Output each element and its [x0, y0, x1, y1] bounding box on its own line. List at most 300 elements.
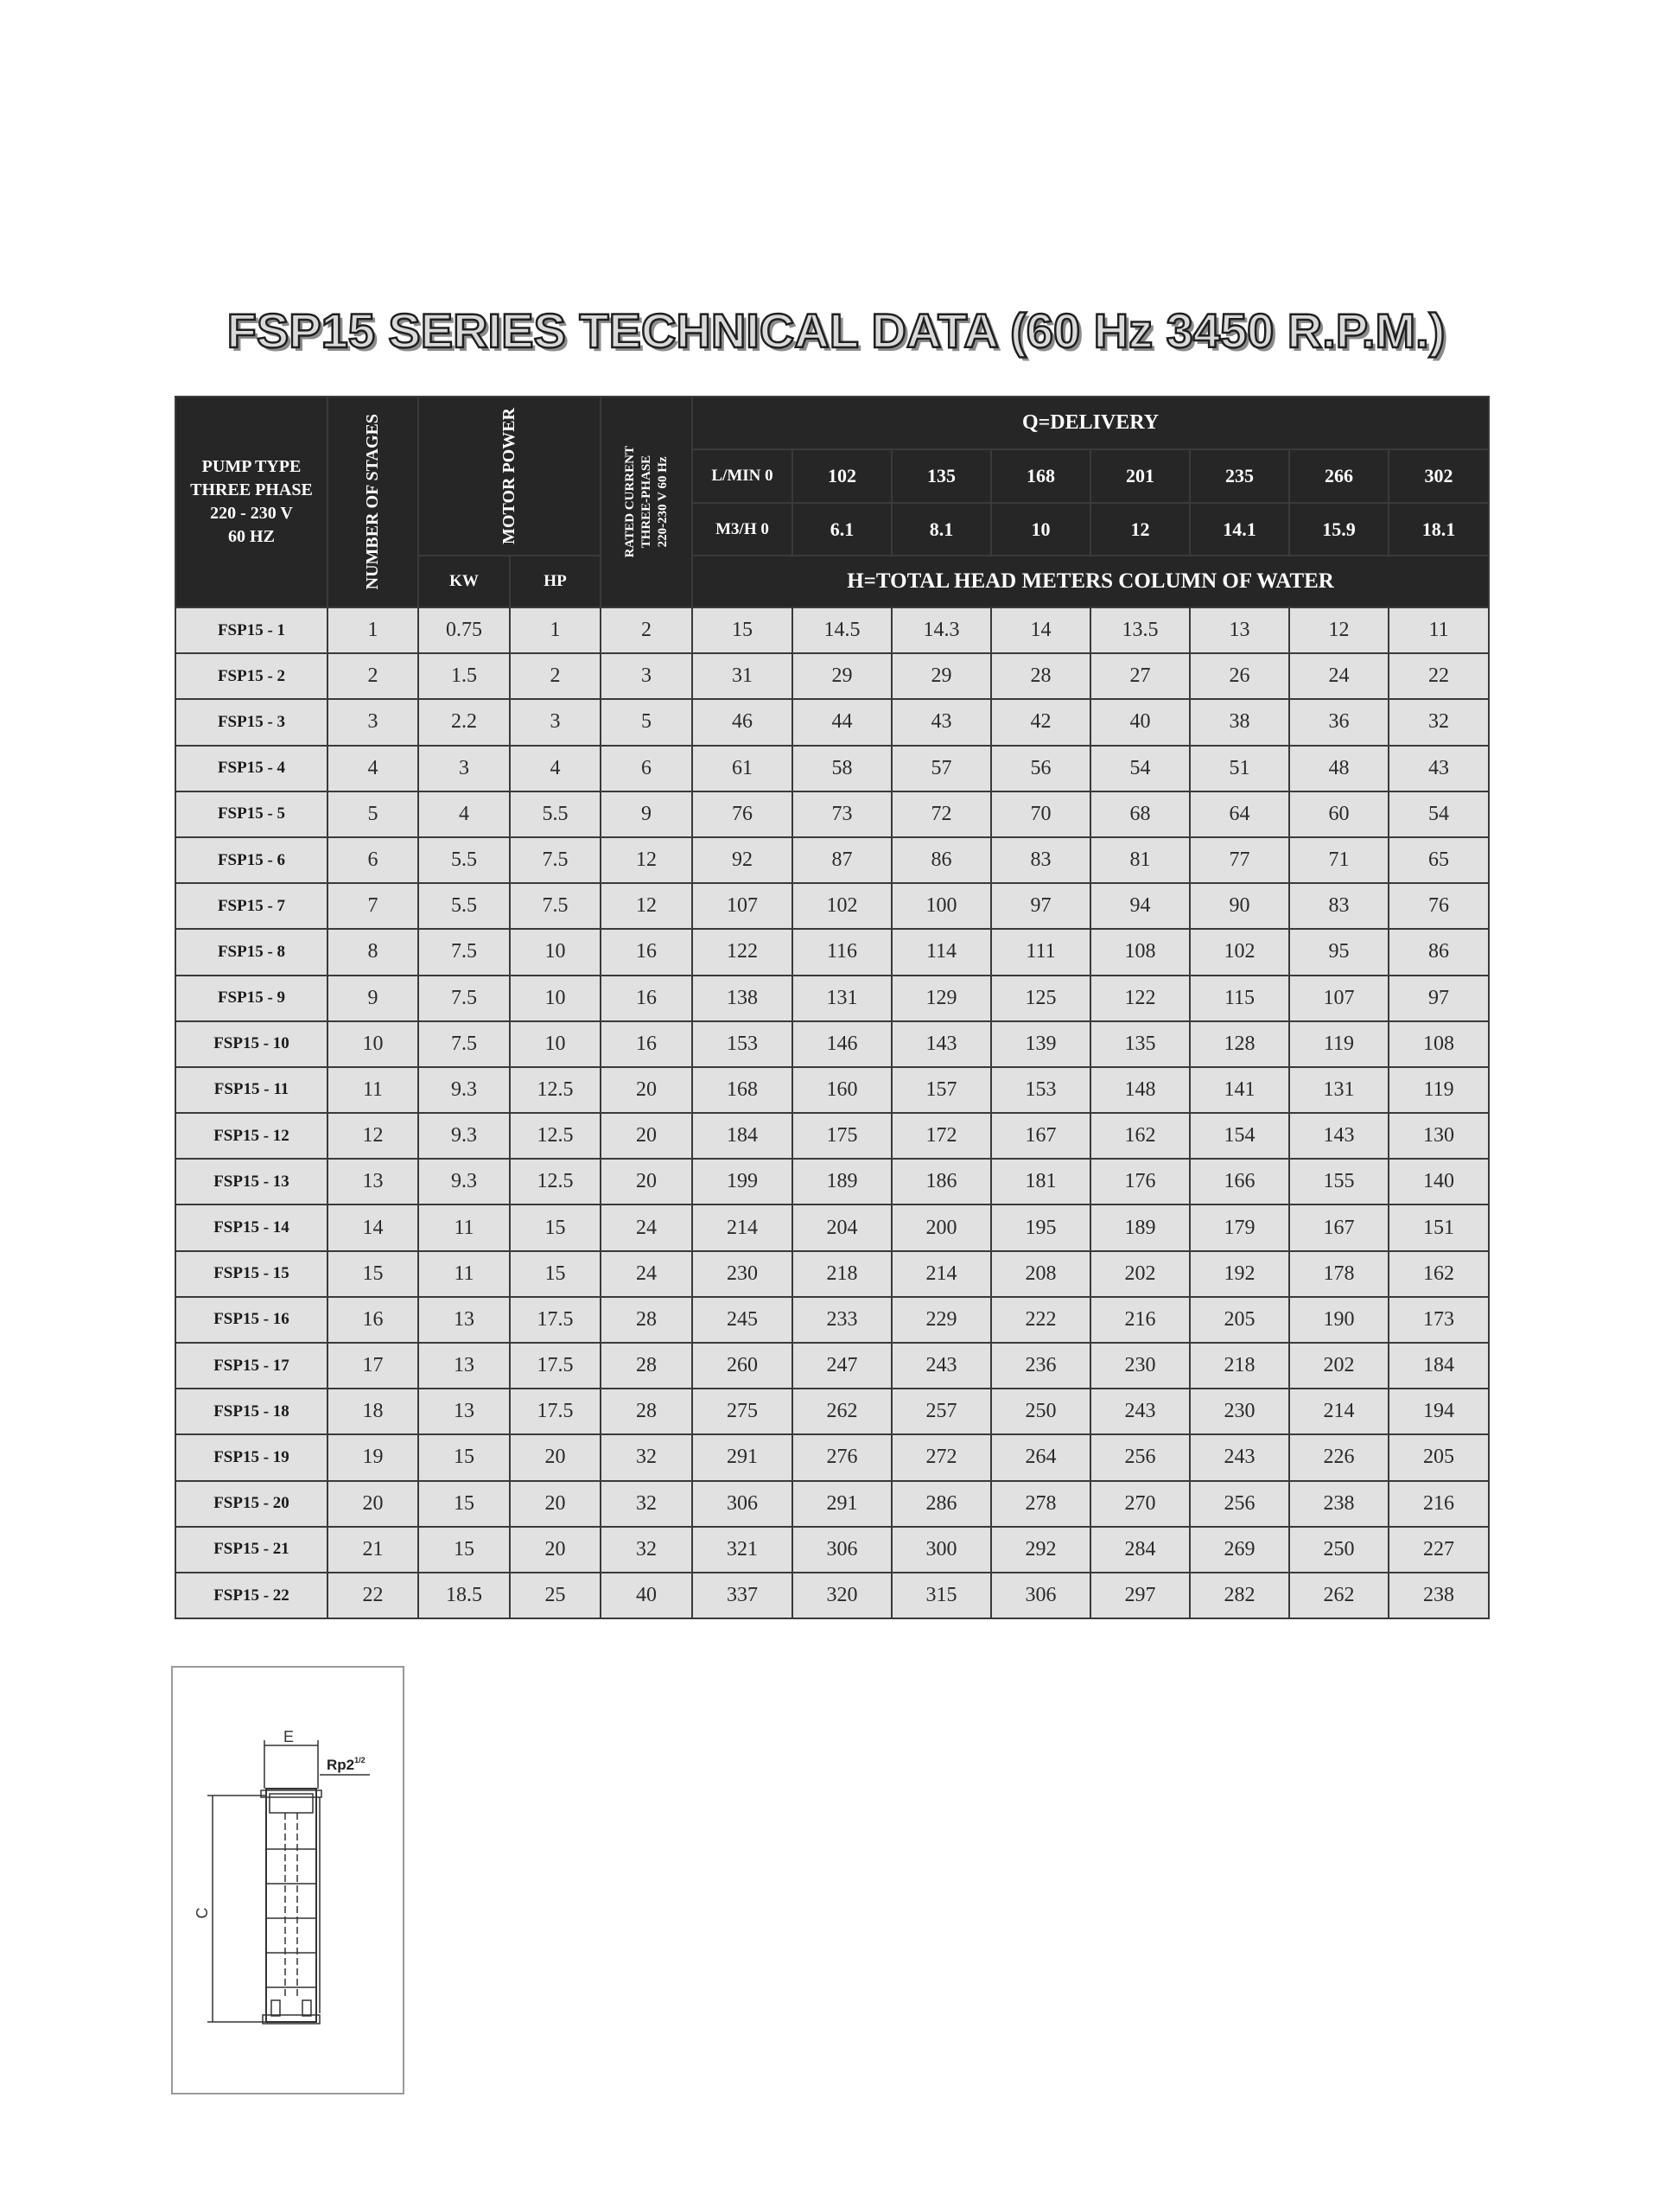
data-cell: 64 — [1190, 791, 1289, 837]
data-cell: 1 — [510, 607, 601, 653]
m3h-value: 14.1 — [1190, 503, 1289, 556]
data-cell: 119 — [1289, 1021, 1389, 1067]
data-cell: 60 — [1289, 791, 1389, 837]
data-cell: 292 — [991, 1527, 1090, 1573]
m3h-label: M3/H 0 — [692, 503, 792, 556]
data-cell: 194 — [1389, 1389, 1489, 1434]
data-cell: 272 — [892, 1434, 991, 1480]
data-cell: 114 — [892, 929, 991, 975]
data-cell: 214 — [1289, 1389, 1389, 1434]
data-cell: 238 — [1289, 1481, 1389, 1527]
data-cell: 107 — [1289, 976, 1389, 1021]
dimension-c-label: C — [194, 1907, 211, 1919]
data-cell: 32 — [601, 1527, 692, 1573]
data-cell: 10 — [510, 1021, 601, 1067]
data-cell: 100 — [892, 883, 991, 929]
data-cell: 216 — [1389, 1481, 1489, 1527]
lmin-value: 135 — [892, 449, 991, 503]
data-cell: 16 — [327, 1297, 418, 1343]
data-cell: 175 — [792, 1113, 892, 1159]
data-cell: 139 — [991, 1021, 1090, 1067]
pump-drawing — [173, 1668, 403, 2093]
data-cell: 36 — [1289, 699, 1389, 745]
data-cell: 2 — [510, 653, 601, 699]
data-cell: 94 — [1090, 883, 1190, 929]
data-cell: 230 — [692, 1251, 792, 1297]
pump-type-cell: FSP15 - 3 — [175, 699, 327, 745]
data-cell: 29 — [892, 653, 991, 699]
data-cell: 155 — [1289, 1159, 1389, 1205]
data-cell: 245 — [692, 1297, 792, 1343]
data-cell: 38 — [1190, 699, 1289, 745]
data-cell: 107 — [692, 883, 792, 929]
data-cell: 10 — [327, 1021, 418, 1067]
data-cell: 5 — [327, 791, 418, 837]
data-cell: 9.3 — [418, 1159, 510, 1205]
data-cell: 6 — [601, 746, 692, 791]
data-cell: 122 — [692, 929, 792, 975]
data-cell: 51 — [1190, 746, 1289, 791]
data-cell: 218 — [792, 1251, 892, 1297]
data-cell: 9.3 — [418, 1113, 510, 1159]
data-cell: 54 — [1389, 791, 1489, 837]
table-row — [175, 1113, 1489, 1159]
table-row — [175, 1159, 1489, 1205]
data-cell: 20 — [327, 1481, 418, 1527]
data-cell: 48 — [1289, 746, 1389, 791]
pump-type-header: PUMP TYPE THREE PHASE 220 - 230 V 60 HZ — [175, 397, 327, 607]
data-cell: 43 — [892, 699, 991, 745]
data-cell: 20 — [510, 1527, 601, 1573]
table-row — [175, 1527, 1489, 1573]
data-cell: 56 — [991, 746, 1090, 791]
data-cell: 17 — [327, 1343, 418, 1389]
data-cell: 306 — [991, 1573, 1090, 1618]
data-cell: 291 — [792, 1481, 892, 1527]
data-cell: 138 — [692, 976, 792, 1021]
data-cell: 11 — [418, 1251, 510, 1297]
data-cell: 264 — [991, 1434, 1090, 1480]
data-cell: 42 — [991, 699, 1090, 745]
table-row — [175, 976, 1489, 1021]
rated-current-header: RATED CURRENT THREE-PHASE 220-230 V 60 Hz — [601, 397, 692, 607]
data-cell: 4 — [510, 746, 601, 791]
data-cell: 204 — [792, 1205, 892, 1250]
data-cell: 131 — [792, 976, 892, 1021]
data-cell: 208 — [991, 1251, 1090, 1297]
data-cell: 168 — [692, 1067, 792, 1113]
data-cell: 12.5 — [510, 1067, 601, 1113]
data-cell: 70 — [991, 791, 1090, 837]
pump-type-cell: FSP15 - 8 — [175, 929, 327, 975]
data-cell: 10 — [510, 929, 601, 975]
data-cell: 153 — [692, 1021, 792, 1067]
data-cell: 184 — [692, 1113, 792, 1159]
data-cell: 5 — [601, 699, 692, 745]
data-cell: 102 — [792, 883, 892, 929]
data-cell: 4 — [327, 746, 418, 791]
data-cell: 173 — [1389, 1297, 1489, 1343]
data-cell: 32 — [1389, 699, 1489, 745]
data-cell: 18.5 — [418, 1573, 510, 1618]
data-cell: 119 — [1389, 1067, 1489, 1113]
pump-type-cell: FSP15 - 2 — [175, 653, 327, 699]
data-cell: 157 — [892, 1067, 991, 1113]
data-cell: 162 — [1090, 1113, 1190, 1159]
data-cell: 176 — [1090, 1159, 1190, 1205]
data-cell: 167 — [1289, 1205, 1389, 1250]
data-cell: 13 — [327, 1159, 418, 1205]
data-cell: 14.5 — [792, 607, 892, 653]
data-cell: 97 — [1389, 976, 1489, 1021]
table-row — [175, 837, 1489, 883]
data-cell: 20 — [601, 1159, 692, 1205]
data-cell: 102 — [1190, 929, 1289, 975]
data-cell: 15 — [692, 607, 792, 653]
data-cell: 250 — [1289, 1527, 1389, 1573]
table-row — [175, 883, 1489, 929]
data-cell: 243 — [892, 1343, 991, 1389]
data-cell: 154 — [1190, 1113, 1289, 1159]
table-row — [175, 1573, 1489, 1618]
data-cell: 76 — [692, 791, 792, 837]
data-cell: 7 — [327, 883, 418, 929]
hp-header: HP — [510, 556, 601, 607]
data-cell: 192 — [1190, 1251, 1289, 1297]
data-cell: 20 — [601, 1067, 692, 1113]
data-cell: 214 — [892, 1251, 991, 1297]
data-cell: 166 — [1190, 1159, 1289, 1205]
data-cell: 9 — [601, 791, 692, 837]
data-cell: 306 — [692, 1481, 792, 1527]
data-cell: 205 — [1389, 1434, 1489, 1480]
data-cell: 13 — [418, 1343, 510, 1389]
data-cell: 172 — [892, 1113, 991, 1159]
data-cell: 233 — [792, 1297, 892, 1343]
data-cell: 26 — [1190, 653, 1289, 699]
data-cell: 186 — [892, 1159, 991, 1205]
data-cell: 43 — [1389, 746, 1489, 791]
data-cell: 3 — [327, 699, 418, 745]
data-cell: 28 — [601, 1389, 692, 1434]
data-cell: 87 — [792, 837, 892, 883]
table-row — [175, 1343, 1489, 1389]
data-cell: 115 — [1190, 976, 1289, 1021]
data-cell: 262 — [792, 1389, 892, 1434]
data-cell: 92 — [692, 837, 792, 883]
lmin-value: 235 — [1190, 449, 1289, 503]
pump-type-cell: FSP15 - 22 — [175, 1573, 327, 1618]
data-cell: 250 — [991, 1389, 1090, 1434]
total-head-header: H=TOTAL HEAD METERS COLUMN OF WATER — [692, 556, 1489, 607]
data-cell: 243 — [1190, 1434, 1289, 1480]
data-cell: 257 — [892, 1389, 991, 1434]
data-cell: 238 — [1389, 1573, 1489, 1618]
pump-type-cell: FSP15 - 7 — [175, 883, 327, 929]
table-row — [175, 1021, 1489, 1067]
data-cell: 14 — [327, 1205, 418, 1250]
data-cell: 337 — [692, 1573, 792, 1618]
data-cell: 3 — [418, 746, 510, 791]
data-cell: 13 — [418, 1297, 510, 1343]
technical-data-table — [175, 396, 1490, 1619]
data-cell: 40 — [1090, 699, 1190, 745]
data-cell: 256 — [1190, 1481, 1289, 1527]
table-row — [175, 653, 1489, 699]
data-cell: 2.2 — [418, 699, 510, 745]
data-cell: 6 — [327, 837, 418, 883]
pump-type-cell: FSP15 - 15 — [175, 1251, 327, 1297]
thread-size-label: $Rp2^{1/2}$ — [327, 1756, 366, 1773]
data-cell: 31 — [692, 653, 792, 699]
data-cell: 24 — [1289, 653, 1389, 699]
pump-type-cell: FSP15 - 11 — [175, 1067, 327, 1113]
data-cell: 68 — [1090, 791, 1190, 837]
data-cell: 76 — [1389, 883, 1489, 929]
data-cell: 3 — [601, 653, 692, 699]
data-cell: 116 — [792, 929, 892, 975]
data-cell: 7.5 — [510, 837, 601, 883]
table-row — [175, 699, 1489, 745]
data-cell: 14.3 — [892, 607, 991, 653]
data-cell: 143 — [892, 1021, 991, 1067]
data-cell: 282 — [1190, 1573, 1289, 1618]
table-row — [175, 1297, 1489, 1343]
data-cell: 286 — [892, 1481, 991, 1527]
data-cell: 151 — [1389, 1205, 1489, 1250]
data-cell: 247 — [792, 1343, 892, 1389]
data-cell: 3 — [510, 699, 601, 745]
data-cell: 24 — [601, 1251, 692, 1297]
m3h-value: 18.1 — [1389, 503, 1489, 556]
data-cell: 77 — [1190, 837, 1289, 883]
data-cell: 297 — [1090, 1573, 1190, 1618]
data-cell: 218 — [1190, 1343, 1289, 1389]
data-cell: 83 — [991, 837, 1090, 883]
table-row — [175, 929, 1489, 975]
data-cell: 95 — [1289, 929, 1389, 975]
data-cell: 13.5 — [1090, 607, 1190, 653]
table-row — [175, 1481, 1489, 1527]
data-cell: 28 — [601, 1297, 692, 1343]
data-cell: 0.75 — [418, 607, 510, 653]
data-cell: 276 — [792, 1434, 892, 1480]
data-cell: 86 — [892, 837, 991, 883]
table-row — [175, 607, 1489, 653]
data-cell: 19 — [327, 1434, 418, 1480]
data-cell: 141 — [1190, 1067, 1289, 1113]
m3h-value: 6.1 — [792, 503, 892, 556]
data-cell: 270 — [1090, 1481, 1190, 1527]
data-cell: 17.5 — [510, 1343, 601, 1389]
data-cell: 140 — [1389, 1159, 1489, 1205]
data-cell: 300 — [892, 1527, 991, 1573]
data-cell: 230 — [1190, 1389, 1289, 1434]
data-cell: 20 — [510, 1481, 601, 1527]
pump-type-cell: FSP15 - 5 — [175, 791, 327, 837]
data-cell: 40 — [601, 1573, 692, 1618]
data-cell: 9.3 — [418, 1067, 510, 1113]
data-cell: 71 — [1289, 837, 1389, 883]
stages-header: NUMBER OF STAGES — [327, 397, 418, 607]
table-row — [175, 1434, 1489, 1480]
data-cell: 28 — [991, 653, 1090, 699]
data-cell: 284 — [1090, 1527, 1190, 1573]
table-row — [175, 1067, 1489, 1113]
data-cell: 184 — [1389, 1343, 1489, 1389]
pump-type-cell: FSP15 - 14 — [175, 1205, 327, 1250]
data-cell: 22 — [327, 1573, 418, 1618]
data-cell: 262 — [1289, 1573, 1389, 1618]
m3h-value: 12 — [1090, 503, 1190, 556]
data-cell: 291 — [692, 1434, 792, 1480]
data-cell: 5.5 — [418, 883, 510, 929]
data-cell: 22 — [1389, 653, 1489, 699]
data-cell: 269 — [1190, 1527, 1289, 1573]
data-cell: 229 — [892, 1297, 991, 1343]
pump-type-cell: FSP15 - 19 — [175, 1434, 327, 1480]
data-cell: 12.5 — [510, 1159, 601, 1205]
data-cell: 28 — [601, 1343, 692, 1389]
data-cell: 216 — [1090, 1297, 1190, 1343]
data-cell: 135 — [1090, 1021, 1190, 1067]
data-cell: 16 — [601, 1021, 692, 1067]
pump-type-cell: FSP15 - 18 — [175, 1389, 327, 1434]
data-cell: 2 — [327, 653, 418, 699]
data-cell: 11 — [418, 1205, 510, 1250]
data-cell: 227 — [1389, 1527, 1489, 1573]
lmin-value: 266 — [1289, 449, 1389, 503]
data-cell: 108 — [1389, 1021, 1489, 1067]
data-cell: 13 — [1190, 607, 1289, 653]
data-cell: 202 — [1289, 1343, 1389, 1389]
data-cell: 178 — [1289, 1251, 1389, 1297]
pump-dimension-diagram — [171, 1666, 404, 2094]
table-body — [175, 607, 1489, 1618]
pump-type-cell: FSP15 - 21 — [175, 1527, 327, 1573]
data-cell: 7.5 — [418, 929, 510, 975]
kw-header: KW — [418, 556, 510, 607]
data-cell: 18 — [327, 1389, 418, 1434]
data-cell: 162 — [1389, 1251, 1489, 1297]
data-cell: 306 — [792, 1527, 892, 1573]
data-cell: 12 — [601, 837, 692, 883]
data-cell: 179 — [1190, 1205, 1289, 1250]
table-row — [175, 1251, 1489, 1297]
data-cell: 278 — [991, 1481, 1090, 1527]
data-cell: 16 — [601, 929, 692, 975]
data-cell: 97 — [991, 883, 1090, 929]
data-cell: 12 — [327, 1113, 418, 1159]
data-cell: 7.5 — [418, 1021, 510, 1067]
data-cell: 321 — [692, 1527, 792, 1573]
data-cell: 13 — [418, 1389, 510, 1434]
pump-type-cell: FSP15 - 17 — [175, 1343, 327, 1389]
data-cell: 90 — [1190, 883, 1289, 929]
data-cell: 25 — [510, 1573, 601, 1618]
data-cell: 21 — [327, 1527, 418, 1573]
m3h-value: 15.9 — [1289, 503, 1389, 556]
data-cell: 58 — [792, 746, 892, 791]
data-cell: 54 — [1090, 746, 1190, 791]
data-cell: 260 — [692, 1343, 792, 1389]
data-cell: 17.5 — [510, 1389, 601, 1434]
data-cell: 222 — [991, 1297, 1090, 1343]
lmin-value: 102 — [792, 449, 892, 503]
data-cell: 205 — [1190, 1297, 1289, 1343]
data-cell: 57 — [892, 746, 991, 791]
data-cell: 20 — [510, 1434, 601, 1480]
pump-type-cell: FSP15 - 10 — [175, 1021, 327, 1067]
m3h-value: 10 — [991, 503, 1090, 556]
m3h-value: 8.1 — [892, 503, 991, 556]
data-cell: 15 — [327, 1251, 418, 1297]
data-cell: 148 — [1090, 1067, 1190, 1113]
data-cell: 202 — [1090, 1251, 1190, 1297]
data-cell: 199 — [692, 1159, 792, 1205]
data-cell: 15 — [418, 1434, 510, 1480]
pump-type-cell: FSP15 - 16 — [175, 1297, 327, 1343]
dimension-e-label: E — [283, 1728, 295, 1745]
table-row — [175, 791, 1489, 837]
data-cell: 131 — [1289, 1067, 1389, 1113]
data-cell: 256 — [1090, 1434, 1190, 1480]
data-cell: 315 — [892, 1573, 991, 1618]
lmin-value: 201 — [1090, 449, 1190, 503]
table-row — [175, 1389, 1489, 1434]
data-cell: 181 — [991, 1159, 1090, 1205]
pump-type-cell: FSP15 - 4 — [175, 746, 327, 791]
data-cell: 16 — [601, 976, 692, 1021]
data-cell: 153 — [991, 1067, 1090, 1113]
data-cell: 72 — [892, 791, 991, 837]
data-cell: 17.5 — [510, 1297, 601, 1343]
data-cell: 190 — [1289, 1297, 1389, 1343]
data-cell: 7.5 — [510, 883, 601, 929]
data-cell: 108 — [1090, 929, 1190, 975]
data-cell: 12.5 — [510, 1113, 601, 1159]
data-cell: 8 — [327, 929, 418, 975]
data-cell: 214 — [692, 1205, 792, 1250]
data-cell: 20 — [601, 1113, 692, 1159]
data-cell: 15 — [418, 1527, 510, 1573]
data-cell: 2 — [601, 607, 692, 653]
table-row — [175, 1205, 1489, 1250]
pump-type-cell: FSP15 - 12 — [175, 1113, 327, 1159]
data-cell: 5.5 — [510, 791, 601, 837]
data-cell: 5.5 — [418, 837, 510, 883]
pump-type-cell: FSP15 - 6 — [175, 837, 327, 883]
data-cell: 146 — [792, 1021, 892, 1067]
data-cell: 12 — [1289, 607, 1389, 653]
data-cell: 230 — [1090, 1343, 1190, 1389]
data-cell: 61 — [692, 746, 792, 791]
data-cell: 111 — [991, 929, 1090, 975]
data-cell: 320 — [792, 1573, 892, 1618]
data-cell: 4 — [418, 791, 510, 837]
data-cell: 24 — [601, 1205, 692, 1250]
data-cell: 44 — [792, 699, 892, 745]
data-cell: 12 — [601, 883, 692, 929]
data-cell: 15 — [510, 1251, 601, 1297]
data-cell: 200 — [892, 1205, 991, 1250]
data-cell: 160 — [792, 1067, 892, 1113]
data-cell: 9 — [327, 976, 418, 1021]
data-cell: 130 — [1389, 1113, 1489, 1159]
data-cell: 10 — [510, 976, 601, 1021]
data-cell: 14 — [991, 607, 1090, 653]
data-cell: 32 — [601, 1481, 692, 1527]
